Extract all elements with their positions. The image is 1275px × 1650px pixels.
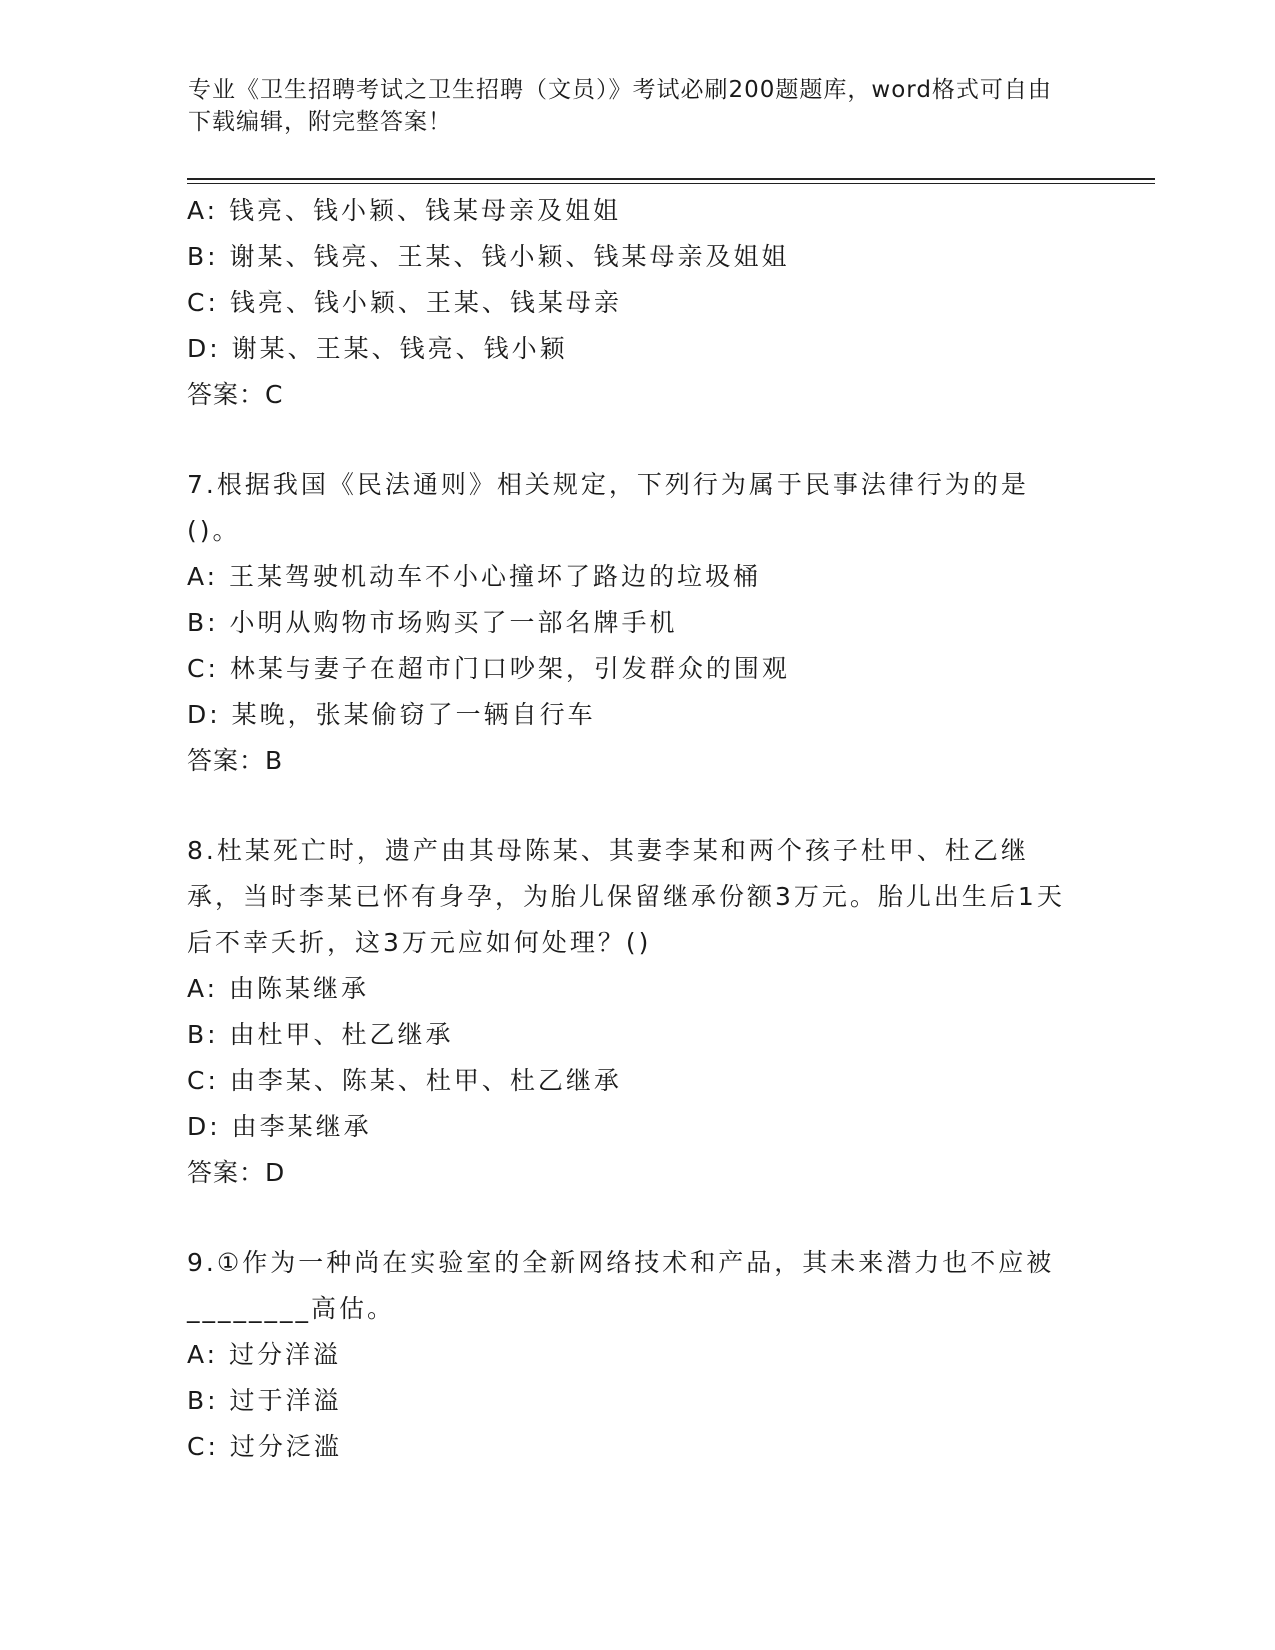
question-text: 8.杜某死亡时，遗产由其母陈某、其妻李某和两个孩子杜甲、杜乙继承，当时李某已怀有身孕，为胎儿保留继承份额3万元。胎儿出生后1天后不幸夭折，这3万元应如何处理？() [187, 836, 1065, 957]
spacer [187, 418, 1067, 462]
document-header: 专业《卫生招聘考试之卫生招聘（文员）》考试必刷200题题库，word格式可自由下载编辑，附完整答案！ [188, 77, 1052, 135]
question-text: 7.根据我国《民法通则》相关规定，下列行为属于民事法律行为的是()。 [187, 470, 1029, 545]
option-c: C: 过分泛滥 [187, 1432, 342, 1461]
answer-text: 答案：B [187, 746, 284, 775]
answer-text: 答案：D [187, 1158, 286, 1187]
header-divider-thick [187, 178, 1155, 180]
option-c: C: 由李某、陈某、杜甲、杜乙继承 [187, 1066, 622, 1095]
option-d: D: 谢某、王某、钱亮、钱小颖 [187, 334, 568, 363]
option-d: D: 由李某继承 [187, 1112, 372, 1141]
option-a: A: 过分洋溢 [187, 1340, 342, 1369]
spacer [187, 1196, 1067, 1240]
option-a: A: 王某驾驶机动车不小心撞坏了路边的垃圾桶 [187, 562, 762, 591]
question-text: 9.①作为一种尚在实验室的全新网络技术和产品，其未来潜力也不应被________高估。 [187, 1248, 1055, 1323]
option-b: B: 小明从购物市场购买了一部名牌手机 [187, 608, 678, 637]
option-c: C: 钱亮、钱小颖、王某、钱某母亲 [187, 288, 622, 317]
option-a: A: 钱亮、钱小颖、钱某母亲及姐姐 [187, 196, 622, 225]
question-9 [187, 1240, 1067, 1470]
question-8 [187, 828, 1067, 1196]
option-b: B: 由杜甲、杜乙继承 [187, 1020, 454, 1049]
option-b: B: 谢某、钱亮、王某、钱小颖、钱某母亲及姐姐 [187, 242, 790, 271]
answer-text: 答案：C [187, 380, 284, 409]
option-b: B: 过于洋溢 [187, 1386, 342, 1415]
option-a: A: 由陈某继承 [187, 974, 370, 1003]
question-6 [187, 188, 1067, 418]
question-7 [187, 462, 1067, 784]
option-c: C: 林某与妻子在超市门口吵架，引发群众的围观 [187, 654, 790, 683]
document-body [187, 188, 1067, 1470]
option-d: D: 某晚，张某偷窃了一辆自行车 [187, 700, 596, 729]
spacer [187, 784, 1067, 828]
header-divider-thin [187, 183, 1155, 184]
